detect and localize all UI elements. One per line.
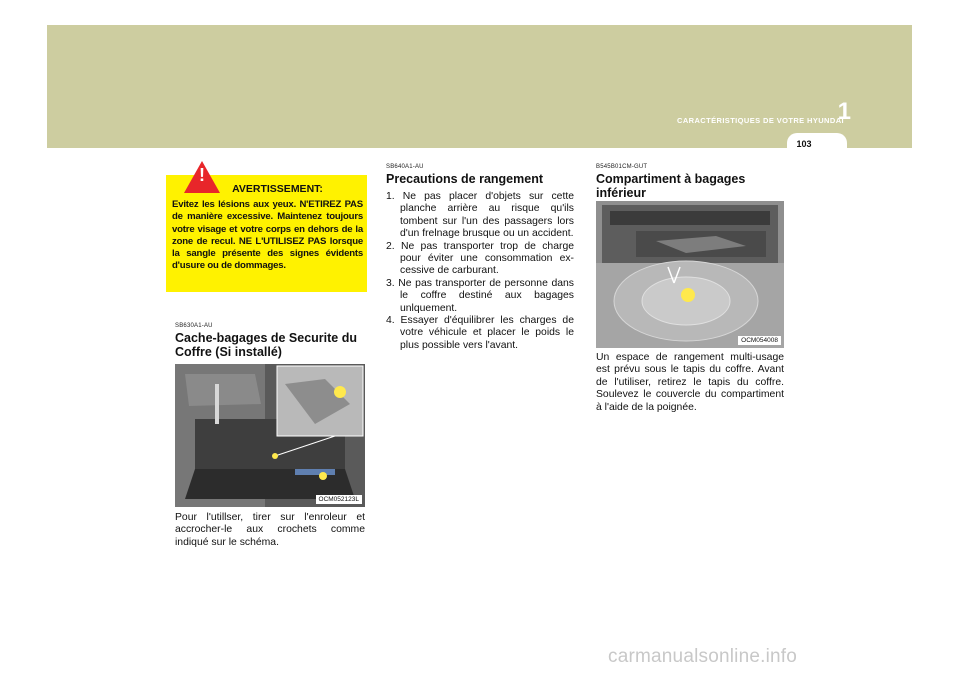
section-title: Precautions de rangement xyxy=(386,172,543,186)
image-code: OCM052123L xyxy=(316,495,362,504)
warning-body: Evitez les lésions aux yeux. N'ETIREZ PAS de manière excessive. Maintenez toujours votre visage et votre corps en dehors de la zone de recul. NE L'UTILISEZ PAS lorsque la sangle présente des signes évidents d'usure ou de dommages. xyxy=(172,199,363,272)
watermark: carmanualsonline.info xyxy=(608,646,798,667)
cargo-cover-photo xyxy=(175,364,365,507)
section-code: SB630A1-AU xyxy=(175,323,213,329)
chapter-number: 1 xyxy=(837,98,851,125)
section-cargo-cover xyxy=(175,323,365,359)
header-band xyxy=(47,25,912,148)
warning-box xyxy=(166,165,367,292)
chapter-title: CARACTÉRISTIQUES DE VOTRE HYUNDAI xyxy=(677,116,844,125)
page-number: 103 xyxy=(796,139,812,149)
lower-compartment-text: Un espace de rangement multi-usage est prévu sous le tapis du coffre. Avant de l'utiliser, retirez le tapis du coffre. Soulevez le couvercle du compartiment à l'aide de la poignée. xyxy=(596,352,784,413)
cargo-cover-illustration xyxy=(175,364,365,507)
lower-compartment-illustration xyxy=(596,201,784,348)
cargo-cover-text: Pour l'utillser, tirer sur l'enroleur et accrocher-le aux crochets comme indiqué sur le schéma. xyxy=(175,512,365,548)
lower-compartment-photo xyxy=(596,201,784,348)
section-title: Compartiment à bagages inférieur xyxy=(596,172,746,200)
section-precautions xyxy=(386,164,574,352)
image-code: OCM054008 xyxy=(738,336,781,345)
exclamation-icon: ! xyxy=(199,165,205,185)
section-title: Cache-bagages de Securite du Coffre (Si installé) xyxy=(175,331,358,359)
section-code: B545B01CM-GUT xyxy=(596,164,648,170)
section-code: SB640A1-AU xyxy=(386,164,424,170)
list-item: 1. Ne pas placer d'objets sur cette planche arrière au risque qu'ils tombent sur l'un des passagers lors d'un frelnage brusque ou un accident. xyxy=(386,191,574,240)
list-item: 3. Ne pas transporter de personne dans le coffre destiné aux bagages unlquement. xyxy=(386,277,574,314)
section-lower-compartment xyxy=(596,164,786,200)
warning-title: AVERTISSEMENT: xyxy=(232,183,323,195)
list-item: 4. Essayer d'équilibrer les charges de votre véhicule et placer le poids le plus possible vers l'avant. xyxy=(386,315,574,351)
list-item: 2. Ne pas transporter trop de charge pour éviter une consommation ex-cessive de carburant. xyxy=(386,240,574,277)
precautions-list xyxy=(386,191,574,352)
